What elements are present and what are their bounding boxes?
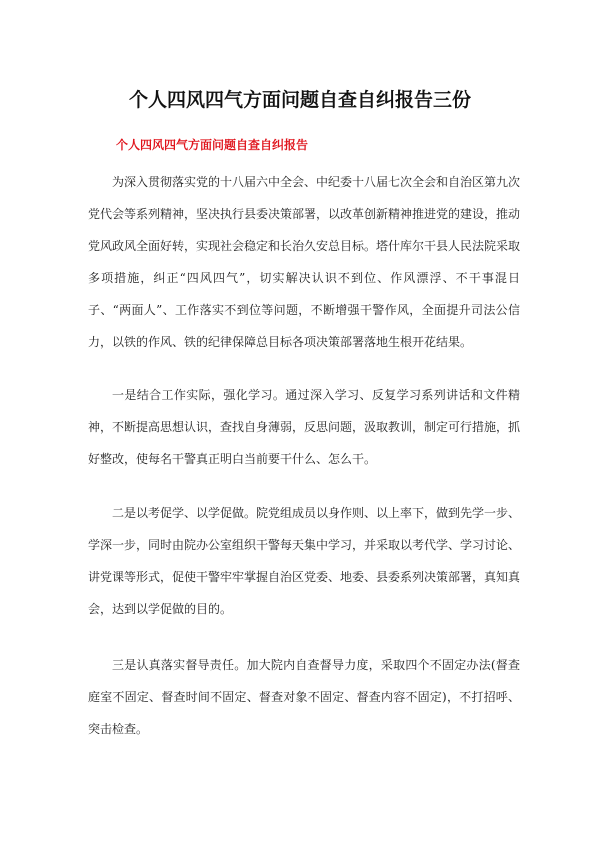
document-title: 个人四风四气方面问题自查自纠报告三份	[128, 89, 471, 111]
paragraph-exam: 二是以考促学、以学促做。院党组成员以身作则、以上率下，做到先学一步、学深一步，同时由院办公室组织干警每天集中学习，并采取以考代学、学习讨论、讲党课等形式，促使干警牢牢掌握自治区党委、地委、县委系列决策部署，真知真会，达到以学促做的目的。	[88, 506, 521, 616]
section-heading: 个人四风四气方面问题自查自纠报告	[116, 138, 309, 152]
paragraph-intro: 为深入贯彻落实党的十八届六中全会、中纪委十八届七次全会和自治区第九次党代会等系列精神，坚决执行县委决策部署，以改革创新精神推进党的建设，推动党风政风全面好转，实现社会稳定和长治久安总目标。塔什库尔干县人民法院采取多项措施，纠正“四风四气”，切实解决认识不到位、作风漂浮、不干事混日子、“两面人”、工作落实不到位等问题，不断增强干警作风，全面提升司法公信力，以铁的作风、铁的纪律保障总目标各项决策部署落地生根开花结果。	[88, 175, 521, 349]
paragraph-study: 一是结合工作实际，强化学习。通过深入学习、反复学习系列讲话和文件精神，不断提高思想认识，查找自身薄弱，反思问题，汲取教训，制定可行措施，抓好整改，使每名干警真正明白当前要干什么、怎么干。	[88, 388, 521, 466]
paragraph-supervision: 三是认真落实督导责任。加大院内自查督导力度，采取四个不固定办法(督查庭室不固定、督查时间不固定、督查对象不固定、督查内容不固定)，不打招呼、突击检查。	[88, 658, 520, 736]
